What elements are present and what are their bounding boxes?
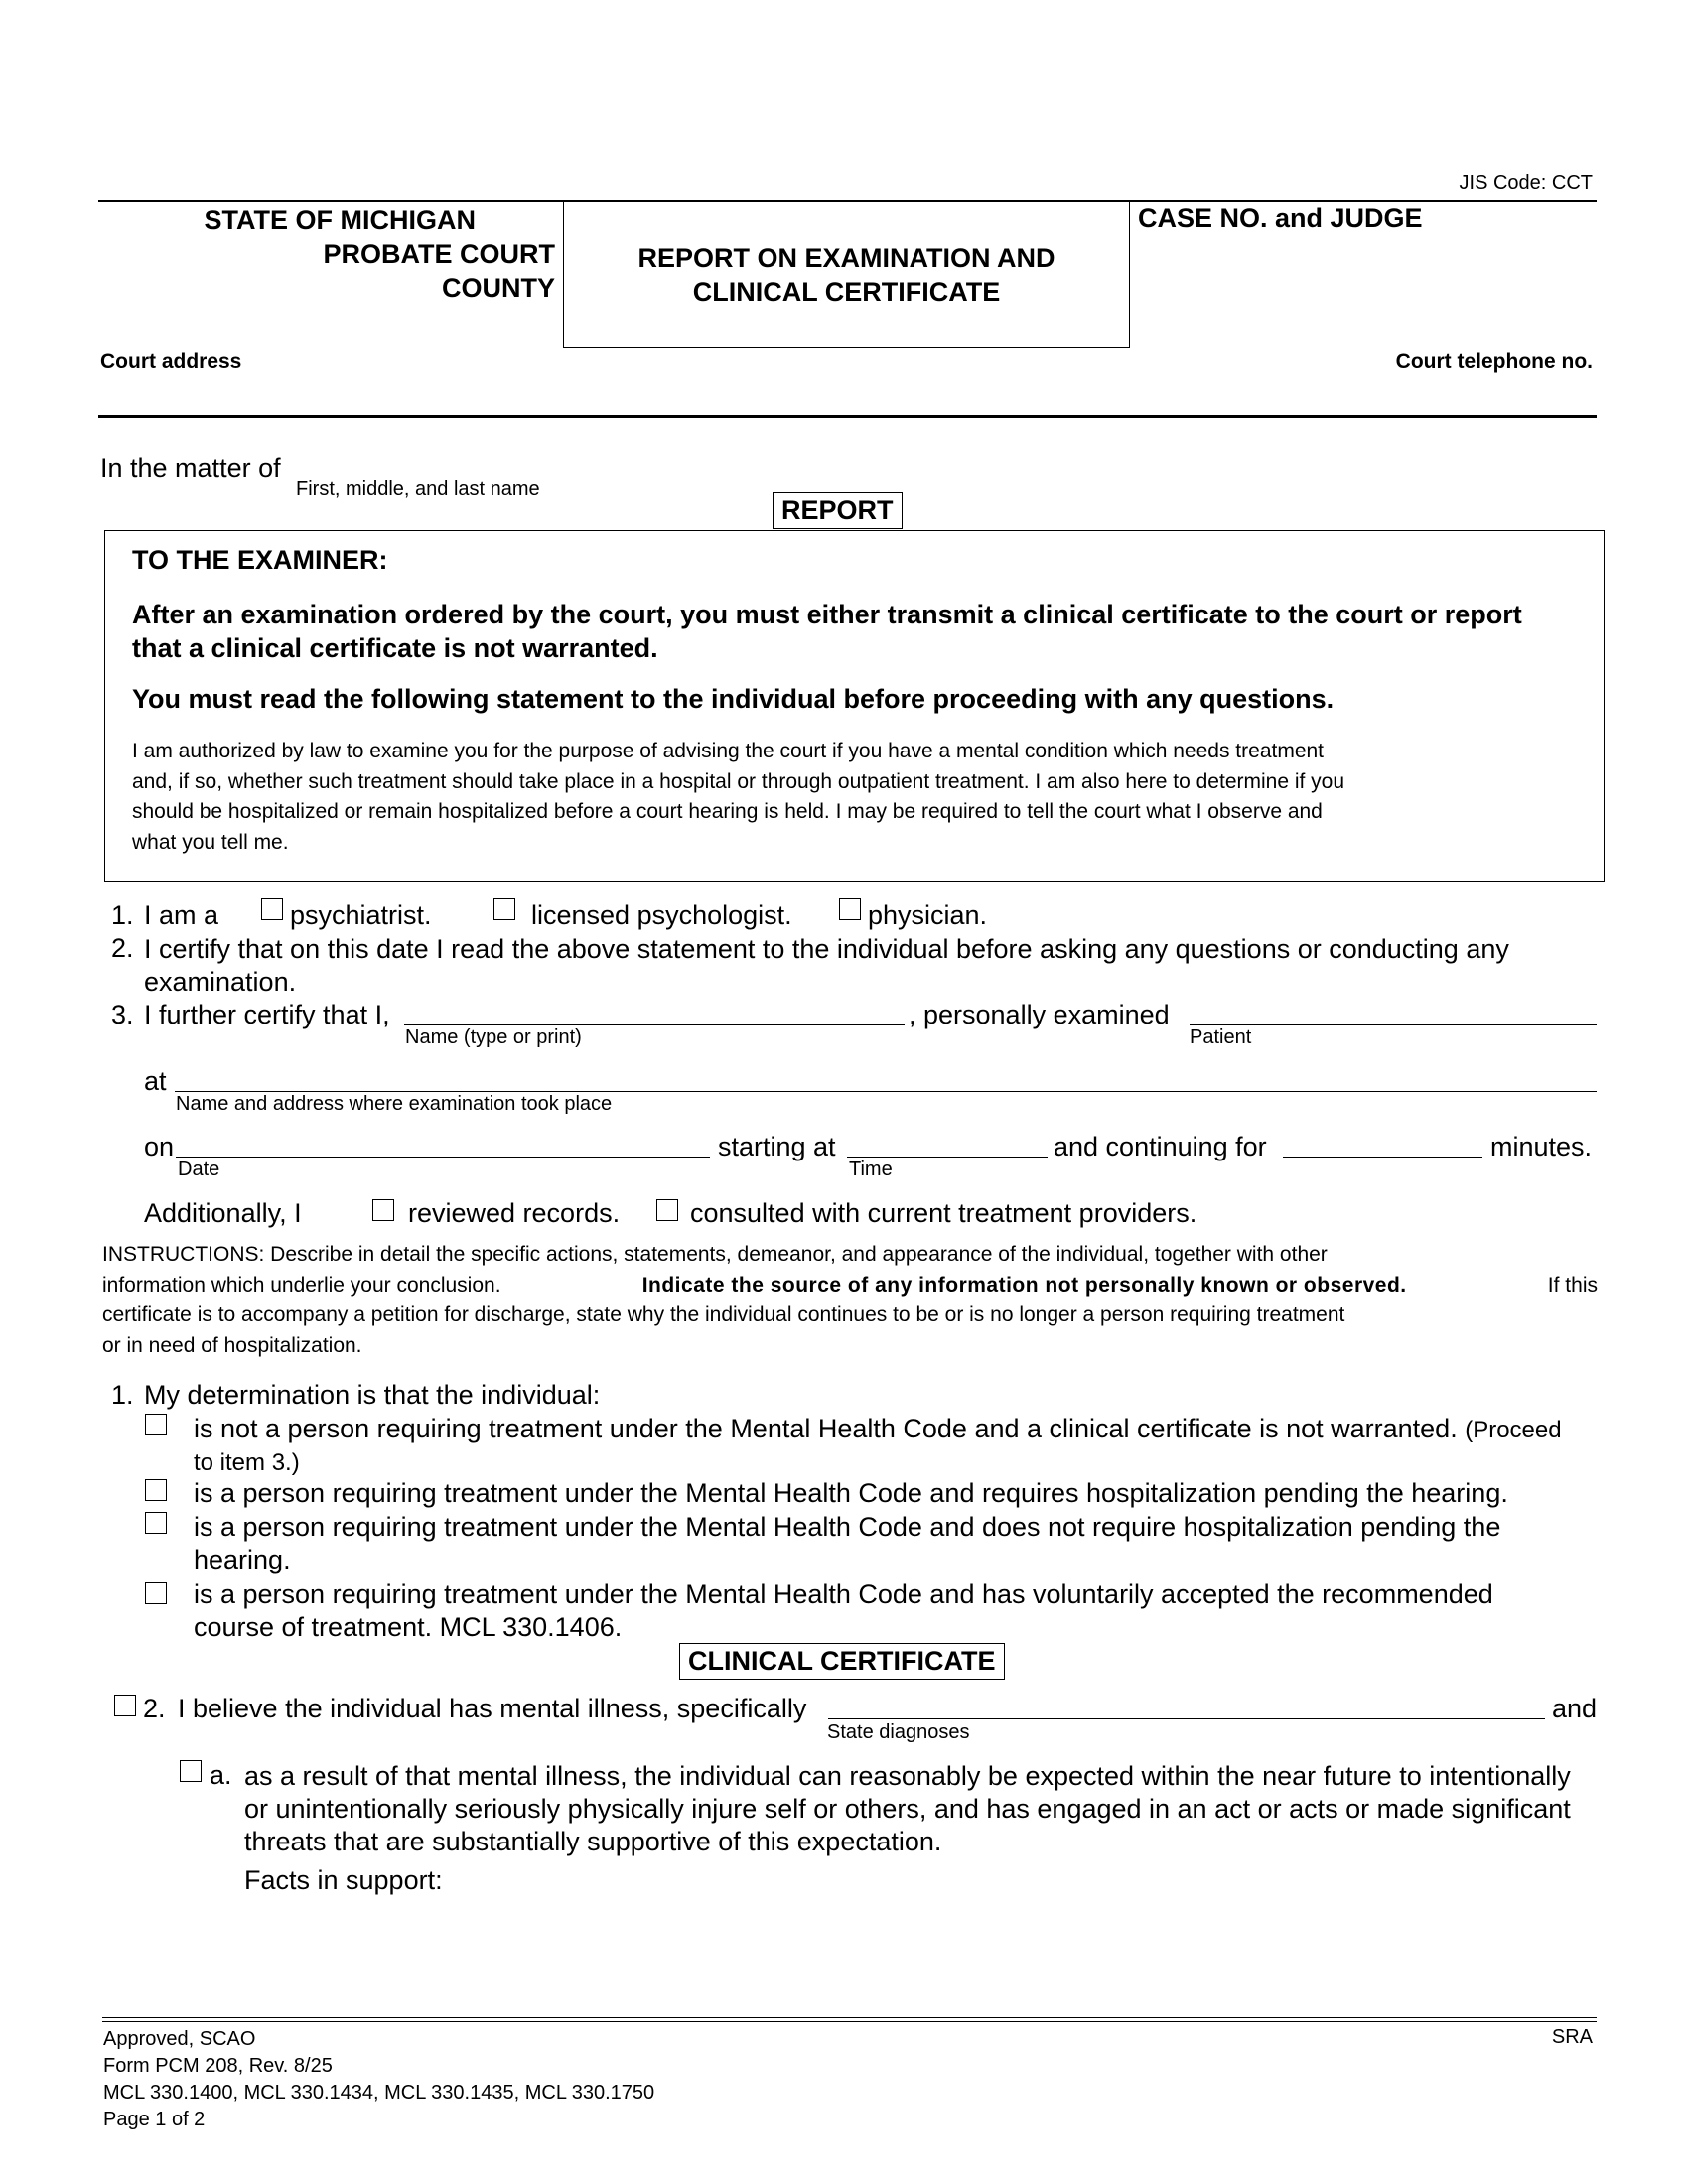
examiner-statement	[132, 737, 1344, 858]
matter-caption: First, middle, and last name	[296, 478, 540, 500]
court-address-label: Court address	[100, 350, 242, 373]
psychologist-checkbox[interactable]	[493, 898, 515, 920]
harm-expectation-checkbox[interactable]	[180, 1760, 202, 1782]
facts-in-support-label: Facts in support:	[244, 1865, 443, 1895]
physician-checkbox[interactable]	[839, 898, 861, 920]
determination-label: My determination is that the individual:	[144, 1380, 601, 1410]
report-heading: REPORT	[773, 492, 903, 529]
instr1-line1: After an examination ordered by the court, you must either transmit a clinical certificate to the court or report	[132, 600, 1522, 629]
and-label: and	[1552, 1694, 1598, 1723]
case-no-label: CASE NO. and JUDGE	[1138, 204, 1423, 233]
voluntary-treatment-checkbox[interactable]	[145, 1582, 167, 1604]
instructions-line4: or in need of hospitalization.	[102, 1333, 362, 1357]
examiner-name-field[interactable]	[404, 1024, 905, 1025]
item1-label: I am a	[144, 900, 219, 930]
examiner-instruction-1	[132, 598, 1522, 665]
item2-line2: examination.	[144, 967, 297, 997]
consulted-providers-checkbox[interactable]	[656, 1199, 678, 1221]
item1-number: 1.	[111, 900, 134, 930]
minutes-field[interactable]	[1283, 1157, 1482, 1158]
time-caption: Time	[849, 1159, 893, 1180]
psychiatrist-checkbox[interactable]	[261, 898, 283, 920]
clinical-certificate-heading: CLINICAL CERTIFICATE	[679, 1643, 1005, 1680]
footer-sra: SRA	[1551, 2026, 1593, 2048]
on-label: on	[144, 1132, 175, 1161]
footer-mcl: MCL 330.1400, MCL 330.1434, MCL 330.1435, MCL 330.1750	[103, 2082, 655, 2104]
statement-line: what you tell me.	[132, 830, 289, 854]
footer-rule-2	[102, 2021, 1597, 2022]
court-name-text: PROBATE COURT	[323, 239, 555, 269]
to-examiner-heading: TO THE EXAMINER:	[132, 545, 388, 575]
clinical-item2-label: I believe the individual has mental illness, specifically	[178, 1694, 807, 1723]
item2-line1: I certify that on this date I read the above statement to the individual before asking any questions or conducting any	[144, 934, 1509, 964]
form-title-line2: CLINICAL CERTIFICATE	[692, 277, 1001, 307]
form-title	[563, 241, 1130, 309]
item3-label: I further certify that I,	[144, 1000, 390, 1029]
court-phone-label: Court telephone no.	[1395, 350, 1593, 373]
clinical-a-line3: threats that are substantially supportive of this expectation.	[244, 1827, 942, 1856]
psychologist-label: licensed psychologist.	[531, 900, 792, 930]
item3-mid: , personally examined	[909, 1000, 1170, 1029]
reviewed-records-label: reviewed records.	[408, 1198, 621, 1228]
determination-option-1	[194, 1413, 1562, 1479]
option4-line1: is a person requiring treatment under the Mental Health Code and has voluntarily accepted the recommended	[194, 1579, 1493, 1609]
exam-location-field[interactable]	[175, 1091, 1597, 1092]
clinical-a-line1: as a result of that mental illness, the individual can reasonably be expected within the near future to intentionally	[244, 1761, 1571, 1791]
instructions-line2	[102, 1271, 1598, 1301]
clinical-item2-number: 2.	[143, 1694, 166, 1723]
item2-text	[144, 933, 1509, 999]
mental-illness-checkbox[interactable]	[114, 1695, 136, 1716]
clinical-a-label: a.	[210, 1760, 232, 1790]
instructions-block	[102, 1240, 1598, 1361]
option1-line1: is not a person requiring treatment under the Mental Health Code and a clinical certificate is not warranted.	[194, 1414, 1458, 1443]
determination-option-3	[194, 1511, 1500, 1576]
at-label: at	[144, 1066, 167, 1096]
clinical-a-text	[244, 1760, 1571, 1858]
court-name	[98, 237, 555, 271]
minutes-label: minutes.	[1490, 1132, 1593, 1161]
item3-number: 3.	[111, 1000, 134, 1029]
county-row	[98, 271, 555, 305]
option3-line1: is a person requiring treatment under the Mental Health Code and does not require hospitalization pending the	[194, 1512, 1501, 1542]
option4-line2: course of treatment. MCL 330.1406.	[194, 1612, 623, 1642]
option3-line2: hearing.	[194, 1545, 291, 1574]
item2-number: 2.	[111, 933, 134, 963]
header-top-rule	[98, 200, 1597, 202]
exam-location-caption: Name and address where examination took place	[176, 1093, 613, 1115]
determination-option-2: is a person requiring treatment under the Mental Health Code and requires hospitalization pending the hearing.	[194, 1478, 1508, 1508]
statement-line: and, if so, whether such treatment should take place in a hospital or through outpatient treatment. I am also here to determine if you	[132, 769, 1345, 793]
not-requiring-treatment-checkbox[interactable]	[145, 1414, 167, 1435]
physician-label: physician.	[868, 900, 988, 930]
form-title-line1: REPORT ON EXAMINATION AND	[637, 243, 1055, 273]
diagnoses-caption: State diagnoses	[827, 1721, 970, 1743]
diagnoses-field[interactable]	[828, 1718, 1545, 1719]
matter-label: In the matter of	[100, 453, 281, 482]
footer-page: Page 1 of 2	[103, 2109, 206, 2130]
jis-code: JIS Code: CCT	[1459, 172, 1593, 194]
footer-approved: Approved, SCAO	[103, 2028, 256, 2050]
date-caption: Date	[178, 1159, 220, 1180]
option1-line2: to item 3.)	[194, 1449, 300, 1476]
patient-caption: Patient	[1190, 1026, 1252, 1048]
determination-option-4	[194, 1578, 1493, 1644]
continuing-label: and continuing for	[1054, 1132, 1267, 1161]
instructions-line2-c: If this	[1547, 1273, 1598, 1297]
state-name: STATE OF MICHIGAN	[204, 205, 476, 235]
examiner-name-caption: Name (type or print)	[405, 1026, 582, 1048]
determination-number: 1.	[111, 1380, 134, 1410]
footer-info	[103, 2026, 654, 2133]
time-field[interactable]	[847, 1157, 1048, 1158]
footer-rule-1	[102, 2017, 1597, 2018]
starting-at-label: starting at	[718, 1132, 836, 1161]
county-label: COUNTY	[442, 273, 555, 303]
statement-line: should be hospitalized or remain hospitalized before a court hearing is held. I may be required to tell the court what I observe and	[132, 800, 1323, 823]
header-bottom-rule	[563, 347, 1130, 348]
clinical-a-line2: or unintentionally seriously physically injure self or others, and has engaged in an act or acts or made significant	[244, 1794, 1571, 1824]
no-hospitalization-checkbox[interactable]	[145, 1512, 167, 1534]
requires-hospitalization-checkbox[interactable]	[145, 1479, 167, 1501]
instructions-line1: INSTRUCTIONS: Describe in detail the specific actions, statements, demeanor, and appearance of the individual, together with other	[102, 1243, 1328, 1266]
footer-form: Form PCM 208, Rev. 8/25	[103, 2055, 333, 2077]
examiner-instruction-2: You must read the following statement to the individual before proceeding with any questions.	[132, 684, 1335, 714]
header-heavy-rule	[98, 415, 1597, 418]
statement-line: I am authorized by law to examine you for the purpose of advising the court if you have a mental condition which needs treatment	[132, 740, 1325, 762]
reviewed-records-checkbox[interactable]	[372, 1199, 394, 1221]
instr1-line2: that a clinical certificate is not warranted.	[132, 633, 658, 663]
additionally-label: Additionally, I	[144, 1198, 302, 1228]
instructions-line3: certificate is to accompany a petition for discharge, state why the individual continues to be or is no longer a person requiring treatment	[102, 1303, 1345, 1326]
option1-proceed: (Proceed	[1465, 1417, 1562, 1443]
consulted-providers-label: consulted with current treatment providers.	[690, 1198, 1197, 1228]
court-block	[98, 204, 555, 305]
date-field[interactable]	[176, 1157, 710, 1158]
instructions-line2-a: information which underlie your conclusion.	[102, 1273, 501, 1297]
instructions-line2-bold: Indicate the source of any information not personally known or observed.	[641, 1273, 1407, 1297]
patient-field[interactable]	[1190, 1024, 1597, 1025]
psychiatrist-label: psychiatrist.	[290, 900, 432, 930]
